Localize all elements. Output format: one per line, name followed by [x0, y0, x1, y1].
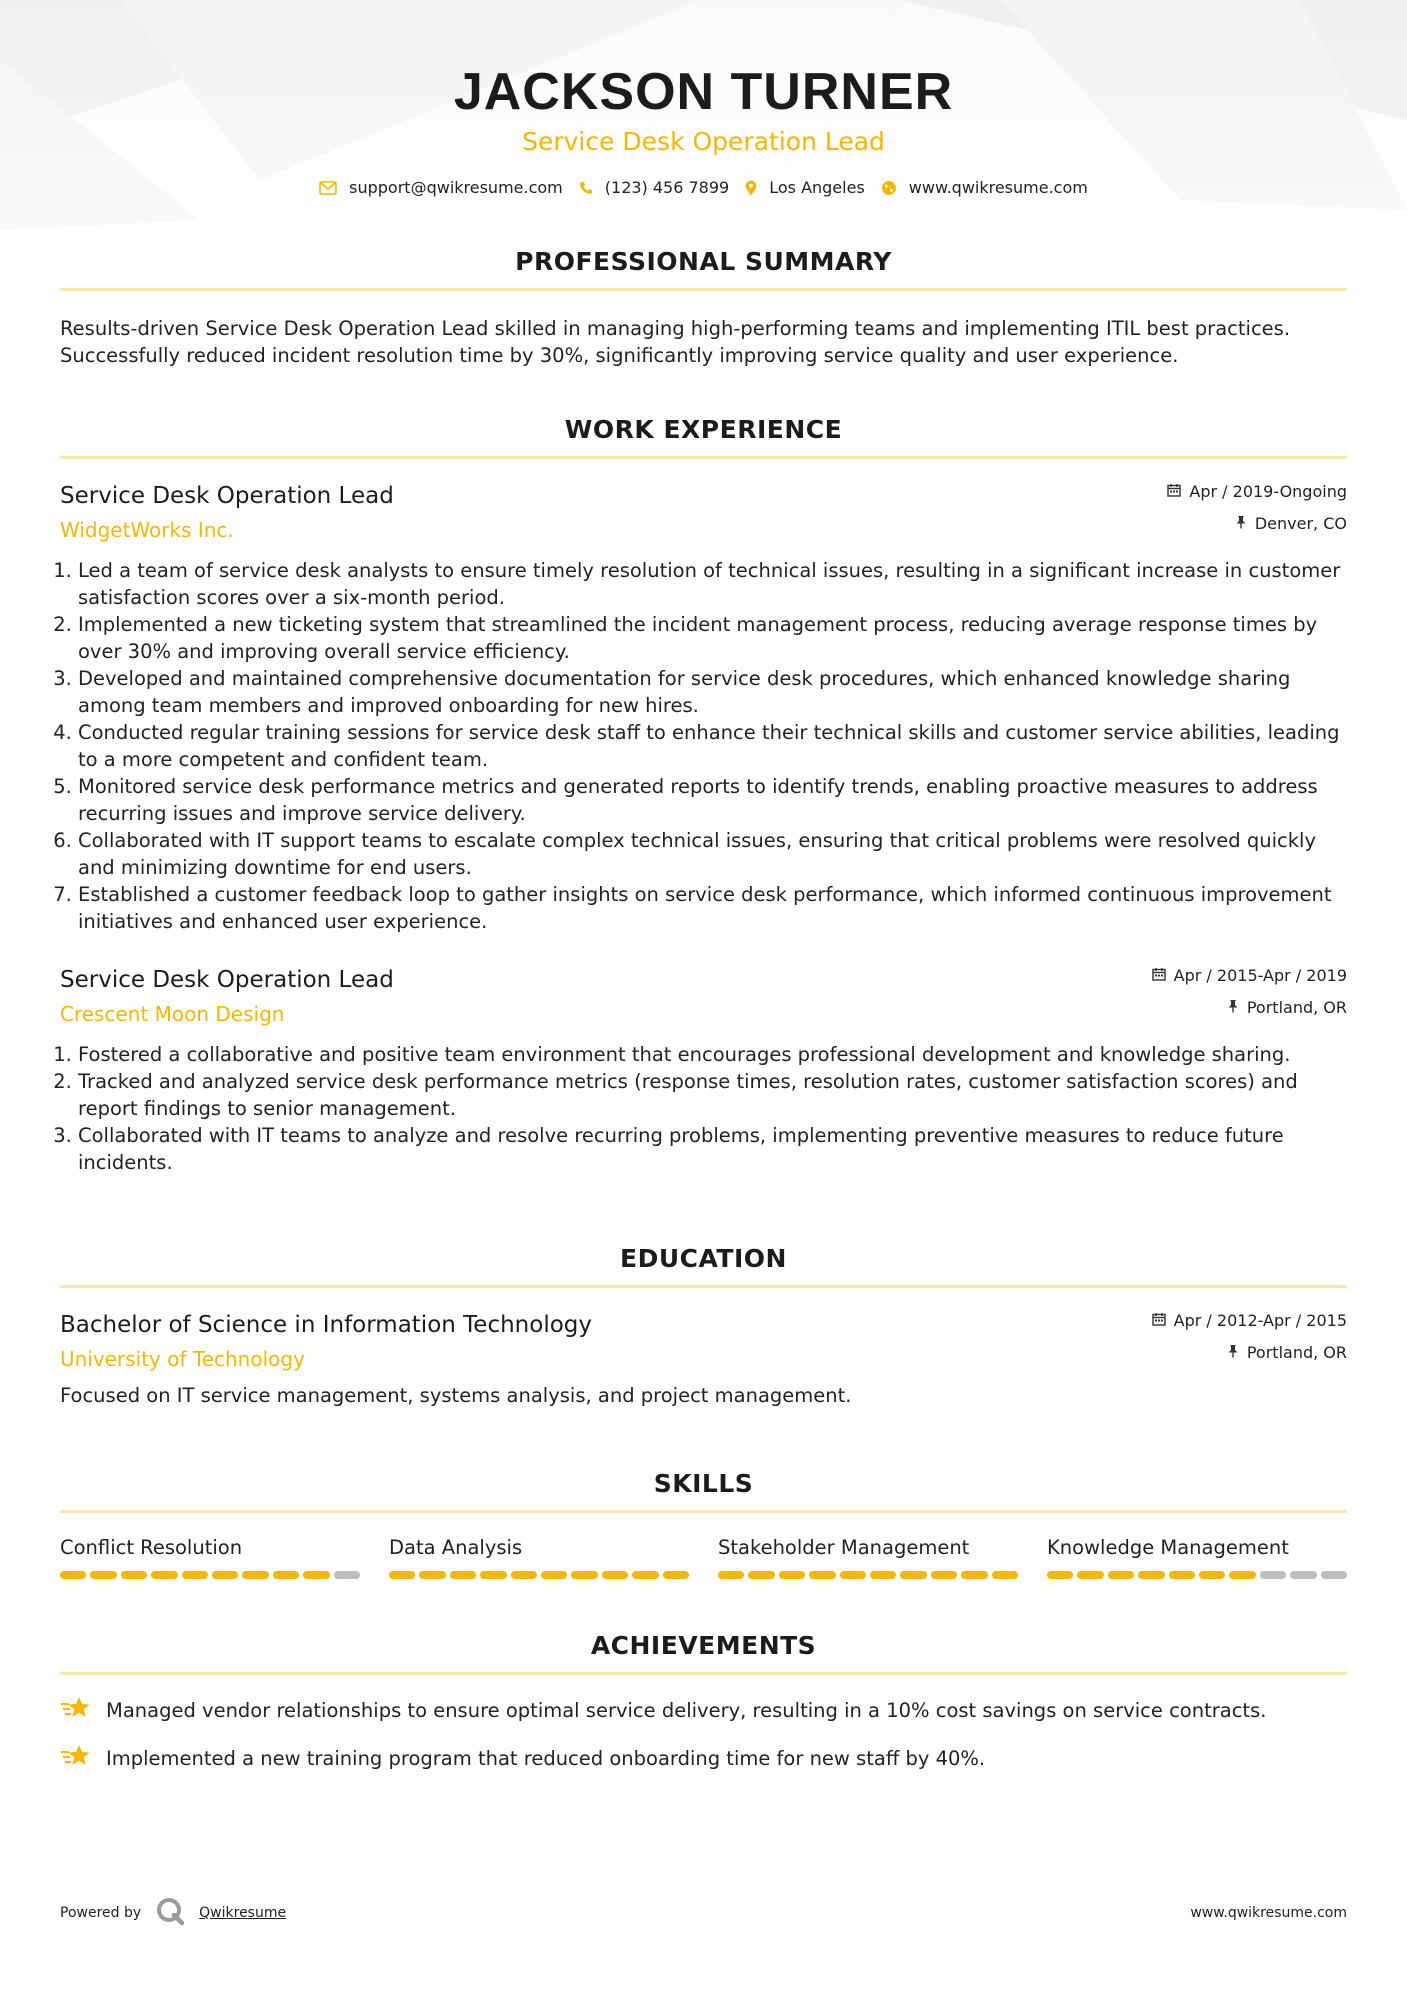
- powered-by-label: Powered by: [60, 1905, 142, 1921]
- footer-website[interactable]: www.qwikresume.com: [1190, 1905, 1347, 1921]
- candidate-title: Service Desk Operation Lead: [522, 127, 885, 156]
- list-item: 3. Collaborated with IT teams to analyze and resolve recurring problems, implementing preventive measures to reduce future incidents.: [78, 1122, 1347, 1176]
- job-dates: Apr / 2019-Ongoing: [1189, 482, 1347, 501]
- phone-icon: [579, 181, 593, 195]
- summary-section: [60, 247, 1347, 369]
- skill-segment-filled: [779, 1571, 805, 1579]
- list-item: 6. Collaborated with IT support teams to escalate complex technical issues, ensuring that critical problems were resolved quickly and minimizing downtime for end users.: [78, 827, 1347, 881]
- skill-segment-empty: [1290, 1571, 1316, 1579]
- skills-grid: [60, 1535, 1347, 1579]
- skill-segment-filled: [900, 1571, 926, 1579]
- list-item: [60, 1695, 1347, 1726]
- star-icon: [60, 1695, 92, 1726]
- education-section: [60, 1244, 1347, 1409]
- job-location: Denver, CO: [1254, 514, 1347, 533]
- brand-link[interactable]: Qwikresume: [199, 1905, 287, 1921]
- skill-segment-empty: [1321, 1571, 1347, 1579]
- skill-segment-filled: [419, 1571, 445, 1579]
- skill-level-bar: [718, 1571, 1018, 1579]
- skill-segment-filled: [212, 1571, 238, 1579]
- calendar-icon: [1152, 1310, 1166, 1332]
- school-name: University of Technology: [60, 1347, 305, 1371]
- job-company: WidgetWorks Inc.: [60, 518, 234, 542]
- job-entry: [60, 965, 1347, 1176]
- skill-segment-filled: [992, 1571, 1018, 1579]
- skill-segment-filled: [663, 1571, 689, 1579]
- globe-icon: [881, 180, 897, 196]
- skill-item: [60, 1535, 360, 1579]
- skill-segment-filled: [1138, 1571, 1164, 1579]
- skill-segment-filled: [389, 1571, 415, 1579]
- list-item: [60, 1743, 1347, 1774]
- contact-email[interactable]: [319, 178, 563, 197]
- skill-name: Stakeholder Management: [718, 1536, 970, 1559]
- skills-heading: SKILLS: [60, 1469, 1347, 1513]
- skill-name: Data Analysis: [389, 1536, 523, 1559]
- skill-segment-filled: [931, 1571, 957, 1579]
- candidate-name: JACKSON TURNER: [453, 63, 954, 121]
- skill-segment-filled: [450, 1571, 476, 1579]
- skill-segment-filled: [121, 1571, 147, 1579]
- list-item: 7. Established a customer feedback loop to gather insights on service desk performance, which informed continuous improvement initiatives and enhanced user experience.: [78, 881, 1347, 935]
- contact-location: [745, 178, 865, 197]
- list-item: 5. Monitored service desk performance metrics and generated reports to identify trends, enabling proactive measures to address recurring issues and improve service delivery.: [78, 773, 1347, 827]
- skill-segment-filled: [60, 1571, 86, 1579]
- star-icon: [60, 1743, 92, 1774]
- achievement-text: Managed vendor relationships to ensure optimal service delivery, resulting in a 10% cost savings on service contracts.: [106, 1699, 1267, 1722]
- skill-segment-filled: [809, 1571, 835, 1579]
- skill-name: Conflict Resolution: [60, 1536, 243, 1559]
- calendar-icon: [1167, 481, 1181, 503]
- map-pin-icon: [745, 180, 757, 196]
- pushpin-icon: [1235, 513, 1247, 535]
- summary-text: Results-driven Service Desk Operation Lead skilled in managing high-performing teams and implementing ITIL best practices. Successfully reduced incident resolution time by 30%, significantly improving service quality and user experience.: [60, 317, 1291, 367]
- list-item: 2. Implemented a new ticketing system that streamlined the incident management process, reducing average response times by over 30% and improving overall service efficiency.: [78, 611, 1347, 665]
- pushpin-icon: [1227, 1342, 1239, 1364]
- skill-item: [1047, 1535, 1347, 1579]
- envelope-icon: [319, 181, 337, 195]
- job-bullets: [60, 557, 1347, 935]
- skill-segment-filled: [242, 1571, 268, 1579]
- skill-name: Knowledge Management: [1047, 1536, 1289, 1559]
- skills-section: [60, 1469, 1347, 1579]
- email-text: support@qwikresume.com: [349, 178, 563, 197]
- skill-segment-filled: [182, 1571, 208, 1579]
- calendar-icon: [1152, 965, 1166, 987]
- skill-item: [718, 1535, 1018, 1579]
- skill-segment-filled: [90, 1571, 116, 1579]
- experience-heading: WORK EXPERIENCE: [60, 415, 1347, 459]
- achievements-list: [60, 1695, 1347, 1774]
- skill-segment-filled: [602, 1571, 628, 1579]
- education-heading: EDUCATION: [60, 1244, 1347, 1288]
- skill-segment-empty: [334, 1571, 360, 1579]
- education-location: Portland, OR: [1246, 1343, 1347, 1362]
- skill-segment-filled: [480, 1571, 506, 1579]
- list-item: 1. Fostered a collaborative and positive team environment that encourages professional development and knowledge sharing.: [78, 1041, 1347, 1068]
- summary-heading: PROFESSIONAL SUMMARY: [60, 247, 1347, 291]
- contact-phone[interactable]: [579, 178, 729, 197]
- list-item: 1. Led a team of service desk analysts to ensure timely resolution of technical issues, resulting in a significant increase in customer satisfaction scores over a six-month period.: [78, 557, 1347, 611]
- job-title: Service Desk Operation Lead: [60, 967, 394, 993]
- pushpin-icon: [1227, 997, 1239, 1019]
- skill-segment-filled: [1229, 1571, 1255, 1579]
- skill-item: [389, 1535, 689, 1579]
- skill-segment-filled: [870, 1571, 896, 1579]
- skill-segment-filled: [632, 1571, 658, 1579]
- location-text: Los Angeles: [769, 178, 865, 197]
- contact-bar: [60, 178, 1347, 197]
- job-company: Crescent Moon Design: [60, 1002, 285, 1026]
- skill-segment-filled: [961, 1571, 987, 1579]
- job-bullets: [60, 1041, 1347, 1176]
- skill-segment-filled: [571, 1571, 597, 1579]
- skill-segment-filled: [1108, 1571, 1134, 1579]
- qwikresume-logo-icon: [155, 1896, 185, 1930]
- website-text: www.qwikresume.com: [908, 178, 1088, 197]
- skill-segment-filled: [511, 1571, 537, 1579]
- achievements-heading: ACHIEVEMENTS: [60, 1631, 1347, 1675]
- job-location: Portland, OR: [1246, 998, 1347, 1017]
- skill-segment-filled: [1077, 1571, 1103, 1579]
- job-entry: [60, 481, 1347, 935]
- skill-segment-filled: [273, 1571, 299, 1579]
- skill-level-bar: [389, 1571, 689, 1579]
- skill-segment-filled: [303, 1571, 329, 1579]
- skill-level-bar: [1047, 1571, 1347, 1579]
- skill-level-bar: [60, 1571, 360, 1579]
- skill-segment-empty: [1260, 1571, 1286, 1579]
- skill-segment-filled: [748, 1571, 774, 1579]
- job-dates: Apr / 2015-Apr / 2019: [1173, 966, 1347, 985]
- skill-segment-filled: [1047, 1571, 1073, 1579]
- contact-website[interactable]: [881, 178, 1088, 197]
- phone-text: (123) 456 7899: [604, 178, 730, 197]
- skill-segment-filled: [1169, 1571, 1195, 1579]
- education-entry: [60, 1310, 1347, 1409]
- page-footer: [60, 1896, 1347, 1930]
- education-dates: Apr / 2012-Apr / 2015: [1173, 1311, 1347, 1330]
- skill-segment-filled: [1199, 1571, 1225, 1579]
- job-title: Service Desk Operation Lead: [60, 483, 394, 509]
- list-item: 3. Developed and maintained comprehensive documentation for service desk procedures, which enhanced knowledge sharing among team members and improved onboarding for new hires.: [78, 665, 1347, 719]
- experience-section: [60, 415, 1347, 1176]
- skill-segment-filled: [151, 1571, 177, 1579]
- skill-segment-filled: [840, 1571, 866, 1579]
- list-item: 2. Tracked and analyzed service desk performance metrics (response times, resolution rates, customer satisfaction scores) and report findings to senior management.: [78, 1068, 1347, 1122]
- skill-segment-filled: [541, 1571, 567, 1579]
- list-item: 4. Conducted regular training sessions for service desk staff to enhance their technical skills and customer service abilities, leading to a more competent and confident team.: [78, 719, 1347, 773]
- skill-segment-filled: [718, 1571, 744, 1579]
- degree-title: Bachelor of Science in Information Technology: [60, 1312, 592, 1338]
- achievement-text: Implemented a new training program that reduced onboarding time for new staff by 40%.: [106, 1747, 986, 1770]
- resume-header: [60, 60, 1347, 197]
- achievements-section: [60, 1631, 1347, 1774]
- education-description: Focused on IT service management, systems analysis, and project management.: [60, 1384, 852, 1407]
